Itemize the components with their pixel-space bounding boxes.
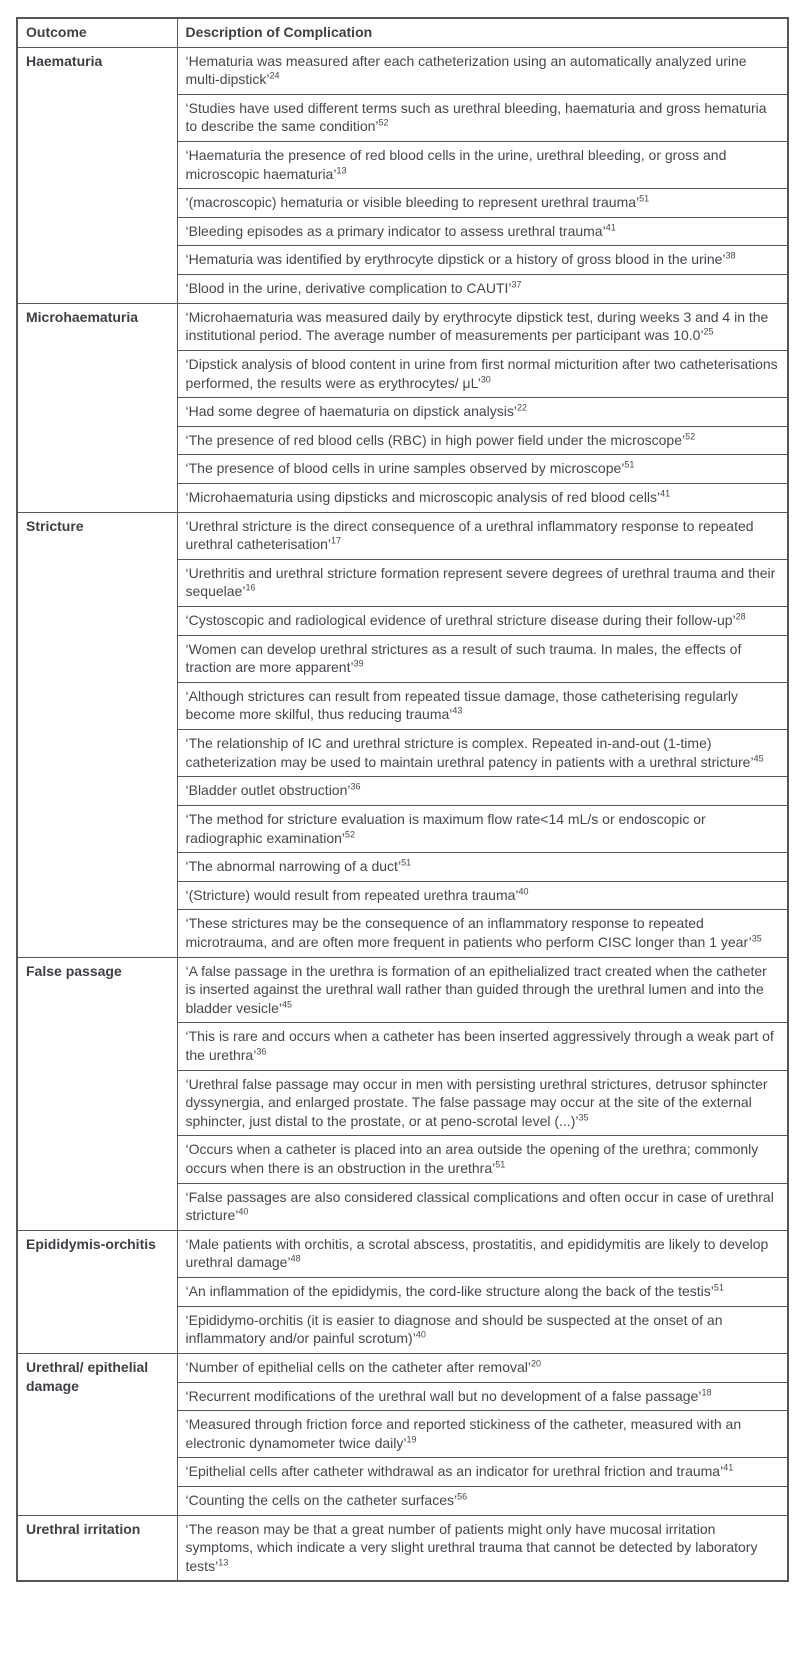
description-cell [177,1136,788,1183]
description-text: ‘Dipstick analysis of blood content in urine from first normal micturition after two catheterisations performed, the results were as erythrocytes/ μL’ [185,355,778,391]
description-text: ‘This is rare and occurs when a catheter has been inserted aggressively through a weak part of the urethra’ [185,1028,774,1063]
description-cell [177,1515,788,1581]
description-text: ‘Bladder outlet obstruction’ [185,782,351,799]
description-cell [177,1230,788,1277]
description-cell [177,881,788,910]
reference-superscript: 52 [378,117,389,128]
description-text: ‘An inflammation of the epididymis, the cord-like structure along the back of the testis’ [185,1283,714,1300]
description-cell [177,426,788,455]
column-header-outcome: Outcome [17,18,177,47]
outcome-cell: Microhaematuria [17,303,177,512]
description-text: ‘A false passage in the urethra is formation of an epithelialized tract created when the catheter is inserted against the urethral wall rather than guided through the urethral lumen and into the bladder vesicle’ [185,962,767,1016]
description-cell [177,483,788,512]
description-text: ‘Number of epithelial cells on the catheter after removal’ [185,1358,532,1375]
description-cell [177,1070,788,1136]
reference-superscript: 35 [751,933,762,944]
description-cell [177,1306,788,1353]
description-text: ‘Occurs when a catheter is placed into an area outside the opening of the urethra; commonly occurs when there is an obstruction in the urethra’ [185,1141,759,1177]
reference-superscript: 28 [735,611,746,622]
description-text: ‘(macroscopic) hematuria or visible bleeding to represent urethral trauma’ [185,194,640,211]
reference-superscript: 48 [290,1253,301,1264]
reference-superscript: 56 [457,1491,468,1502]
reference-superscript: 36 [256,1046,267,1057]
description-text: ‘The reason may be that a great number of patients might only have mucosal irritation symptoms, which indicate a very slight urethral trauma that cannot be detected by laboratory tests’ [185,1520,758,1574]
description-cell [177,1278,788,1307]
description-text: ‘Hematuria was identified by erythrocyte dipstick or a history of gross blood in the urine’ [185,251,726,268]
table-row [17,303,788,350]
description-cell [177,455,788,484]
description-text: ‘Male patients with orchitis, a scrotal abscess, prostatitis, and epididymitis are likely to develop urethral damage’ [185,1235,769,1271]
reference-superscript: 24 [269,70,280,81]
reference-superscript: 40 [518,886,529,897]
outcome-cell: Urethral irritation [17,1515,177,1581]
description-cell [177,1458,788,1487]
description-cell [177,217,788,246]
column-header-description: Description of Complication [177,18,788,47]
reference-superscript: 45 [282,999,293,1010]
outcome-cell: False passage [17,957,177,1230]
reference-superscript: 25 [703,326,714,337]
reference-superscript: 17 [331,535,342,546]
description-text: ‘Hematuria was measured after each catheterization using an automatically analyzed urine multi-dipstick’ [185,52,747,88]
description-cell [177,47,788,94]
description-cell [177,559,788,606]
reference-superscript: 13 [218,1557,229,1568]
table-row [17,512,788,559]
reference-superscript: 37 [511,279,522,290]
reference-superscript: 38 [725,250,736,261]
description-text: ‘The method for stricture evaluation is maximum flow rate<14 mL/s or endoscopic or radiographic examination’ [185,810,706,846]
reference-superscript: 35 [578,1112,589,1123]
header-row [17,18,788,47]
reference-superscript: 30 [480,373,491,384]
description-cell [177,805,788,852]
description-text: ‘Urethral false passage may occur in men with persisting urethral strictures, detrusor sphincter dyssynergia, and enlarged prostate. The false passage may occur at the site of the external sphincter, just distal to the prostate, or at peno-scrotal level (...)’ [185,1075,768,1129]
description-cell [177,246,788,275]
description-cell [177,910,788,957]
description-text: ‘Blood in the urine, derivative complication to CAUTI’ [185,280,512,297]
description-text: ‘Cystoscopic and radiological evidence of urethral stricture disease during their follow-up’ [185,612,736,629]
description-cell [177,142,788,189]
description-text: ‘The presence of blood cells in urine samples observed by microscope’ [185,460,625,477]
reference-superscript: 41 [723,1462,734,1473]
description-cell [177,1411,788,1458]
description-cell [177,189,788,218]
reference-superscript: 52 [345,828,356,839]
description-cell [177,275,788,304]
table-row [17,1515,788,1581]
description-text: ‘Measured through friction force and reported stickiness of the catheter, measured with an electronic dynamometer twice daily’ [185,1416,742,1451]
reference-superscript: 52 [685,431,696,442]
reference-superscript: 41 [605,222,616,233]
description-cell [177,730,788,777]
description-cell [177,853,788,882]
table-row [17,1230,788,1277]
description-cell [177,635,788,682]
reference-superscript: 13 [336,165,347,175]
table-row [17,47,788,94]
table-row [17,1353,788,1382]
reference-superscript: 18 [701,1386,712,1397]
description-text: ‘Urethral stricture is the direct consequence of a urethral inflammatory response to repeated urethral catheterisation’ [185,517,754,553]
reference-superscript: 16 [245,582,256,593]
description-text: ‘Epithelial cells after catheter withdrawal as an indicator for urethral friction and trauma’ [185,1463,724,1480]
description-text: ‘Had some degree of haematuria on dipstick analysis’ [185,403,518,420]
description-text: ‘These strictures may be the consequence of an inflammatory response to repeated microtrauma, and are often more frequent in patients who perform CISC longer than 1 year’ [185,915,752,950]
outcome-cell: Epididymis-orchitis [17,1230,177,1353]
reference-superscript: 40 [415,1329,426,1340]
description-cell [177,1183,788,1230]
reference-superscript: 22 [517,402,528,413]
reference-superscript: 51 [713,1282,724,1293]
description-cell [177,1023,788,1070]
description-text: ‘Epididymo-orchitis (it is easier to diagnose and should be suspected at the onset of an inflammatory and/or painful scrotum)’ [185,1311,723,1347]
reference-superscript: 51 [624,459,635,470]
description-cell [177,1353,788,1382]
description-cell [177,1382,788,1411]
outcome-cell: Stricture [17,512,177,957]
description-cell [177,94,788,141]
reference-superscript: 51 [401,857,412,868]
description-text: ‘The abnormal narrowing of a duct’ [185,858,402,875]
description-cell [177,512,788,559]
reference-superscript: 51 [639,193,650,204]
complications-table [16,17,789,1582]
description-text: ‘Although strictures can result from repeated tissue damage, those catheterising regularly become more skilful, thus reducing trauma’ [185,687,739,723]
description-text: ‘The relationship of IC and urethral stricture is complex. Repeated in-and-out (1-time) catheterization may be used to maintain urethral patency in patients with a urethral stricture’ [185,735,754,770]
reference-superscript: 19 [406,1434,417,1445]
outcome-cell: Urethral/ epithelial damage [17,1353,177,1515]
reference-superscript: 40 [238,1206,249,1217]
reference-superscript: 36 [350,781,361,792]
description-text: ‘(Stricture) would result from repeated urethra trauma’ [185,886,519,903]
description-cell [177,398,788,427]
description-cell [177,682,788,729]
description-text: ‘Bleeding episodes as a primary indicator to assess urethral trauma’ [185,222,606,239]
description-text: ‘Microhaematuria using dipsticks and microscopic analysis of red blood cells’ [185,488,661,505]
description-text: ‘The presence of red blood cells (RBC) in high power field under the microscope’ [185,431,686,448]
description-text: ‘Women can develop urethral strictures as a result of such trauma. In males, the effects of traction are more apparent’ [185,640,742,676]
description-cell [177,777,788,806]
description-text: ‘Microhaematuria was measured daily by erythrocyte dipstick test, during weeks 3 and 4 in the institutional period. The average number of measurements per participant was 10.0’ [185,308,769,344]
description-text: ‘False passages are also considered classical complications and often occur in case of urethral stricture’ [185,1188,774,1224]
reference-superscript: 41 [660,488,671,499]
description-cell [177,957,788,1023]
description-text: ‘Counting the cells on the catheter surfaces’ [185,1491,458,1508]
reference-superscript: 20 [531,1358,542,1369]
description-text: ‘Urethritis and urethral stricture formation represent severe degrees of urethral trauma and their sequelae’ [185,564,776,600]
reference-superscript: 45 [753,753,764,764]
description-cell [177,303,788,350]
table-row [17,957,788,1023]
reference-superscript: 43 [452,705,463,716]
reference-superscript: 39 [353,658,364,669]
outcome-cell: Haematuria [17,47,177,303]
description-text: ‘Studies have used different terms such as urethral bleeding, haematuria and gross hematuria to describe the same condition’ [185,99,767,135]
description-cell [177,350,788,397]
description-cell [177,607,788,636]
description-text: ‘Recurrent modifications of the urethral wall but no development of a false passage’ [185,1387,702,1404]
reference-superscript: 51 [495,1159,506,1170]
description-text: ‘Haematuria the presence of red blood cells in the urine, urethral bleeding, or gross and microscopic haematuria’ [185,147,727,182]
description-cell [177,1486,788,1515]
